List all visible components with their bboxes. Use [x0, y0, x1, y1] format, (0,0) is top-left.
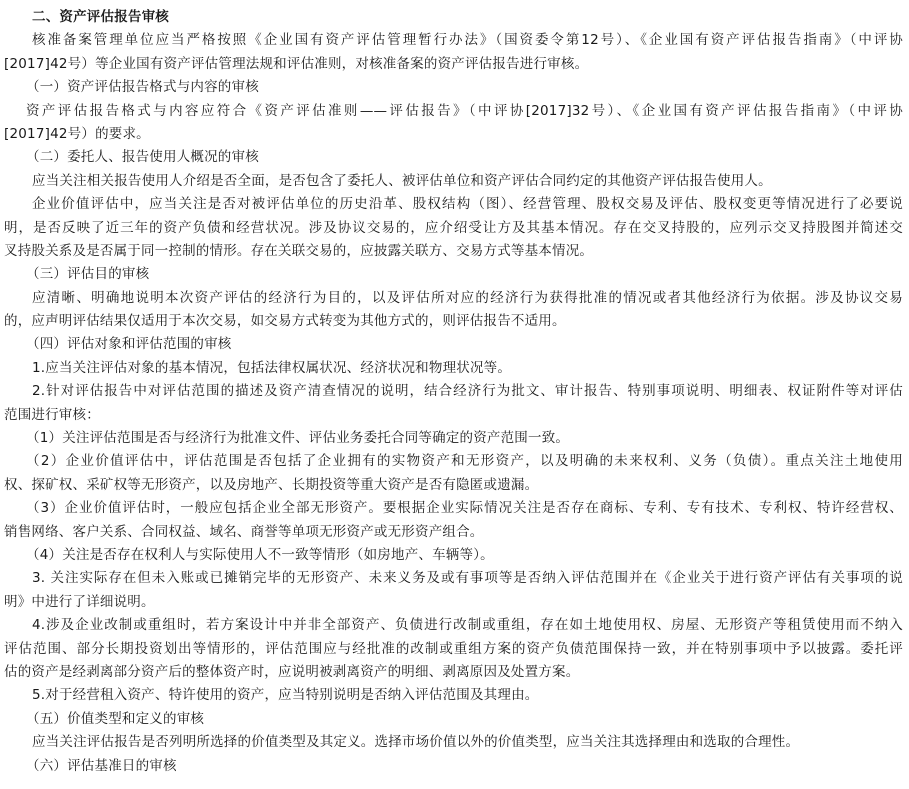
paragraph-line: 应当关注评估报告是否列明所选择的价值类型及其定义。选择市场价值以外的价值类型，应当关注其选择理由和选取的合理性。: [32, 734, 800, 751]
paragraph-line: 范围进行审核：: [4, 406, 100, 423]
list-item: 1.应当关注评估对象的基本情况，包括法律权属状况、经济状况和物理状况等。: [32, 359, 512, 376]
paragraph-line: 明，是否反映了近三年的资产负债和经营状况。涉及协议交易的，应介绍受让方及其基本情况。存在交叉持股的，应列示交叉持股图并简述交: [4, 219, 903, 236]
paragraph-line: 企业价值评估中，应当关注是否对被评估单位的历史沿革、股权结构（图）、经营管理、股权交易及评估、股权变更等情况进行了必要说: [32, 196, 903, 213]
paragraph-line: 销售网络、客户关系、合同权益、域名、商誉等单项无形资产或无形资产组合。: [4, 523, 484, 540]
subsection-heading: （一）资产评估报告格式与内容的审核: [26, 79, 259, 96]
paragraph-line: 评估范围、部分长期投资划出等情形的，评估范围应与经批准的改制或重组方案的资产负债范围保持一致，并在特别事项中予以披露。委托评: [4, 640, 903, 657]
list-item: （4）关注是否存在权利人与实际使用人不一致等情形（如房地产、车辆等）。: [26, 546, 494, 563]
list-item: （3）企业价值评估时，一般应包括企业全部无形资产。要根据企业实际情况关注是否存在商标、专利、专有技术、专利权、特许经营权、: [26, 500, 903, 517]
paragraph-line: 核准备案管理单位应当严格按照《企业国有资产评估管理暂行办法》（国资委令第12号）、《企业国有资产评估报告指南》（中评协: [32, 32, 903, 49]
list-item: （1）关注评估范围是否与经济行为批准文件、评估业务委托合同等确定的资产范围一致。: [26, 430, 570, 447]
paragraph-line: 明》中进行了详细说明。: [4, 593, 155, 610]
list-item: 2.针对评估报告中对评估范围的描述及资产清查情况的说明，结合经济行为批文、审计报告、特别事项说明、明细表、权证附件等对评估: [32, 383, 903, 400]
subsection-heading: （二）委托人、报告使用人概况的审核: [26, 149, 259, 166]
paragraph-line: [2017]42号）等企业国有资产评估管理法规和评估准则，对核准备案的资产评估报告进行审核。: [4, 55, 589, 72]
list-item: （2）企业价值评估中，评估范围是否包括了企业拥有的实物资产和无形资产，以及明确的未来权利、义务（负债）。重点关注土地使用: [26, 453, 903, 470]
paragraph-line: [2017]42号）的要求。: [4, 125, 150, 142]
paragraph-line: 应清晰、明确地说明本次资产评估的经济行为目的，以及评估所对应的经济行为获得批准的情况或者其他经济行为依据。涉及协议交易: [32, 289, 903, 306]
paragraph-line: 叉持股关系及是否属于同一控制的情形。存在关联交易的，应披露关联方、交易方式等基本情况。: [4, 242, 594, 259]
paragraph-line: 资产评估报告格式与内容应符合《资产评估准则——评估报告》（中评协[2017]32号）、《企业国有资产评估报告指南》（中评协: [26, 102, 903, 119]
list-item: 4.涉及企业改制或重组时，若方案设计中并非全部资产、负债进行改制或重组，存在如土地使用权、房屋、无形资产等租赁使用而不纳入: [32, 617, 903, 634]
paragraph-line: 权、探矿权、采矿权等无形资产，以及房地产、长期投资等重大资产是否有隐匿或遗漏。: [4, 476, 539, 493]
section-heading: 二、资产评估报告审核: [32, 9, 169, 25]
list-item: 5.对于经营租入资产、特许使用的资产，应当特别说明是否纳入评估范围及其理由。: [32, 687, 539, 704]
paragraph-line: 应当关注相关报告使用人介绍是否全面，是否包含了委托人、被评估单位和资产评估合同约定的其他资产评估报告使用人。: [32, 172, 772, 189]
subsection-heading: （四）评估对象和评估范围的审核: [26, 336, 232, 353]
subsection-heading: （六）评估基准日的审核: [26, 757, 177, 774]
subsection-heading: （五）价值类型和定义的审核: [26, 710, 205, 727]
subsection-heading: （三）评估目的审核: [26, 266, 150, 283]
list-item: 3. 关注实际存在但未入账或已摊销完毕的无形资产、未来义务及或有事项等是否纳入评估范围并在《企业关于进行资产评估有关事项的说: [32, 570, 903, 587]
paragraph-line: 的，应声明评估结果仅适用于本次交易，如交易方式转变为其他方式的，则评估报告不适用。: [4, 313, 566, 330]
paragraph-line: 估的资产是经剥离部分资产后的整体资产时，应说明被剥离资产的明细、剥离原因及处置方案。: [4, 663, 580, 680]
